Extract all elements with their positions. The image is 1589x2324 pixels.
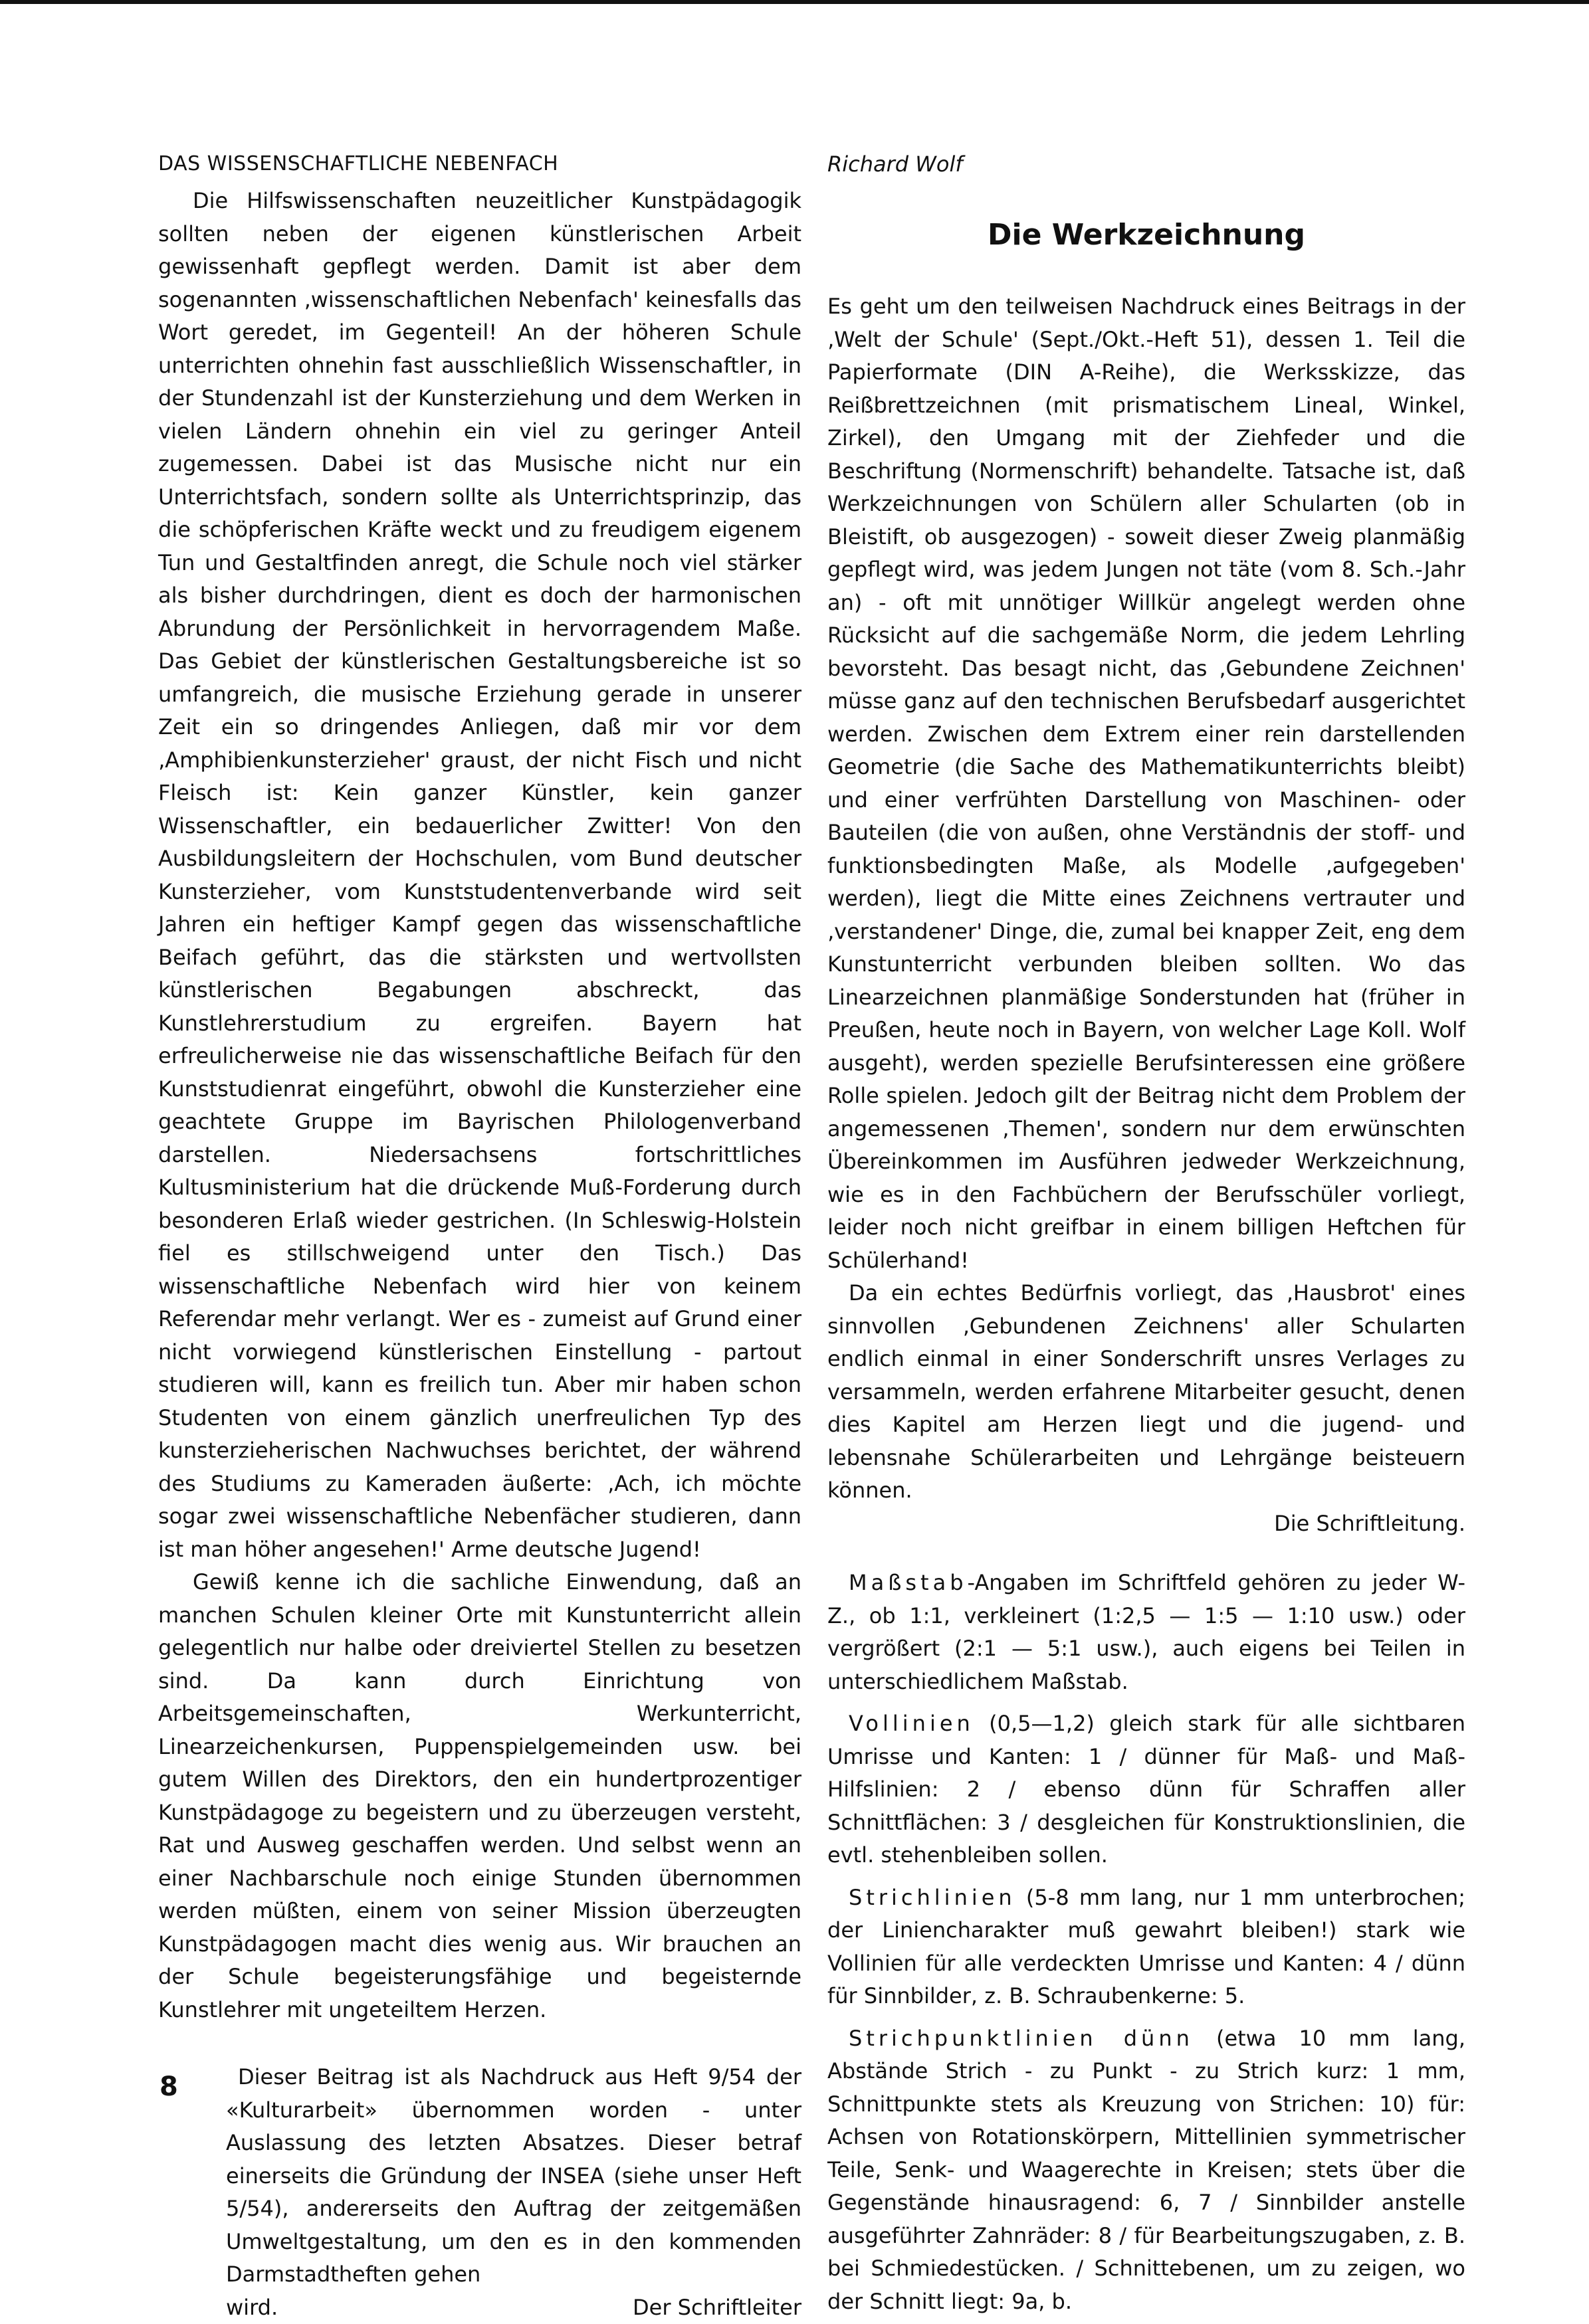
intro-paragraph-2: Da ein echtes Bedürfnis vorliegt, das ‚Hausbrot' eines sinnvollen ‚Gebundenen Zeichnens' aller Schularten endlich einmal in einer Sonderschrift unsres Verlages zu versammeln, werden erfahrene Mitarbeiter gesucht, denen dies Kapitel am Herzen liegt und die jugend- und lebensnahe Schülerarbeiten und Lehrgänge beisteuern können. bbox=[827, 1277, 1465, 1507]
author-name: Richard Wolf bbox=[827, 147, 1465, 181]
editor-note-last-word: wird. bbox=[226, 2291, 278, 2324]
item-term: Strichlinien bbox=[849, 1885, 1016, 1910]
section-heading: DAS WISSENSCHAFTLICHE NEBENFACH bbox=[158, 147, 801, 181]
item-term: Vollinien bbox=[849, 1711, 974, 1736]
item-term: Maßstab bbox=[849, 1570, 968, 1595]
editor-note bbox=[158, 2061, 801, 2324]
intro-signature: Die Schriftleitung. bbox=[827, 1507, 1465, 1541]
item-massstab bbox=[827, 1567, 1465, 1698]
editor-signature: Der Schriftleiter bbox=[633, 2291, 801, 2324]
intro-paragraph-1: Es geht um den teilweisen Nachdruck eines Beitrags in der ‚Welt der Schule' (Sept./Okt.-Heft 51), dessen 1. Teil die Papierformate (DIN A-Reihe), die Werksskizze, das Reißbrettzeichnen (mit prismatischem Lineal, Winkel, Zirkel), den Umgang mit der Ziehfeder und die Beschriftung (Normenschrift) behandelte. Tatsache ist, daß Werkzeichnungen von Schülern aller Schularten (ob in Bleistift, ob ausgezogen) - soweit dieser Zweig planmäßig gepflegt wird, was jedem Jungen not täte (vom 8. Sch.-Jahr an) - oft mit unnötiger Willkür angelegt werden ohne Rücksicht auf die sachgemäße Norm, die jedem Lehrling bevorsteht. Das besagt nicht, das ‚Gebundene Zeichnen' müsse ganz auf den technischen Berufsbedarf ausgerichtet werden. Zwischen dem Extrem einer rein darstellenden Geometrie (die Sache des Mathematikunterrichts bleibt) und einer verfrühten Darstellung von Maschinen- oder Bauteilen (die von außen, ohne Verständnis der stoff- und funktionsbedingten Maße, als Modelle ‚aufgegeben' werden), liegt die Mitte eines Zeichnens vertrauter und ‚verstandener' Dinge, die, zumal bei knapper Zeit, eng dem Kunstunterricht verbunden bleiben sollten. Wo das Linearzeichnen planmäßige Sonderstunden hat (früher in Preußen, heute noch in Bayern, von welcher Lage Koll. Wolf ausgeht), werden spezielle Berufsinteressen eine größere Rolle spielen. Jedoch gilt der Beitrag nicht dem Problem der angemessenen ‚Themen', sondern nur dem erwünschten Übereinkommen im Ausführen jedweder Werkzeichnung, wie es in den Fachbüchern der Berufsschüler vorliegt, leider noch nicht greifbar in einem billigen Heftchen für Schülerhand! bbox=[827, 290, 1465, 1277]
article-title: Die Werkzeichnung bbox=[827, 218, 1465, 252]
item-term: Strichpunktlinien dünn bbox=[849, 2026, 1194, 2051]
item-text: (etwa 10 mm lang, Abstände Strich - zu Punkt - zu Strich kurz: 1 mm, Schnittpunkte stets als Kreuzung von Strichen: 10) für: Achsen von Rotationskörpern, Mittellinien symmetrischer Teile, Senk- und Waagerechte in Kreisen; stets über die Gegenstände hinausragend: 6, 7 / Sinnbilder anstelle ausgeführter Zahnräder: 8 / für Bearbeitungszugaben, z. B. bei Schmiedestücken. / Schnittebenen, um zu zeigen, wo der Schnitt liegt: 9a, b. bbox=[827, 2026, 1465, 2314]
page-number: 8 bbox=[159, 2072, 178, 2102]
left-paragraph-2: Gewiß kenne ich die sachliche Einwendung, daß an manchen Schulen kleiner Orte mit Kunstunterricht allein gelegentlich nur halbe oder dreiviertel Stellen zu besetzen sind. Da kann durch Einrichtung von Arbeitsgemeinschaften, Werkunterricht, Linearzeichenkursen, Puppenspielgemeinden usw. bei gutem Willen des Direktors, den ein hundertprozentiger Kunstpädagoge zu begeistern und zu überzeugen versteht, Rat und Ausweg geschaffen werden. Und selbst wenn an einer Nachbarschule noch einige Stunden übernommen werden müßten, einem von seiner Mission überzeugten Kunstpädagogen macht dies wenig aus. Wir brauchen an der Schule begeisterungsfähige und begeisternde Kunstlehrer mit ungeteiltem Herzen. bbox=[158, 1566, 801, 2026]
item-strichlinien bbox=[827, 1882, 1465, 2013]
item-text: (0,5—1,2) gleich stark für alle sichtbaren Umrisse und Kanten: 1 / dünner für Maß- und Maß-Hilfslinien: 2 / ebenso dünn für Schraffen aller Schnittflächen: 3 / desgleichen für Konstruktionslinien, die evtl. stehenbleiben sollen. bbox=[827, 1711, 1465, 1868]
item-strichpunktlinien bbox=[827, 2022, 1465, 2319]
left-column bbox=[158, 147, 801, 2324]
top-rule bbox=[0, 0, 1589, 4]
left-paragraph-1: Die Hilfswissenschaften neuzeitlicher Kunstpädagogik sollten neben der eigenen künstlerischen Arbeit gewissenhaft gepflegt werden. Damit ist aber dem sogenannten ‚wissenschaftlichen Nebenfach' keinesfalls das Wort geredet, im Gegenteil! An der höheren Schule unterrichten ohnehin fast ausschließlich Wissenschaftler, in der Stundenzahl ist der Kunsterziehung und dem Werken in vielen Ländern ohnehin ein viel zu geringer Anteil zugemessen. Dabei ist das Musische nicht nur ein Unterrichtsfach, sondern sollte als Unterrichtsprinzip, das die schöpferischen Kräfte weckt und zu freudigem eigenem Tun und Gestaltfinden anregt, die Schule noch viel stärker als bisher durchdringen, dient es doch der harmonischen Abrundung der Persönlichkeit in hervorragendem Maße. Das Gebiet der künstlerischen Gestaltungsbereiche ist so umfangreich, die musische Erziehung gerade in unserer Zeit ein so dringendes Anliegen, daß mir vor dem ‚Amphibienkunsterzieher' graust, der nicht Fisch und nicht Fleisch ist: Kein ganzer Künstler, kein ganzer Wissenschaftler, ein bedauerlicher Zwitter! Von den Ausbildungsleitern der Hochschulen, vom Bund deutscher Kunsterzieher, vom Kunststudentenverbande wird seit Jahren ein heftiger Kampf gegen das wissenschaftliche Beifach geführt, das die stärksten und wertvollsten künstlerischen Begabungen abschreckt, das Kunstlehrerstudium zu ergreifen. Bayern hat erfreulicherweise nie das wissenschaftliche Beifach für den Kunststudienrat eingeführt, obwohl die Kunsterzieher eine geachtete Gruppe im Bayrischen Philologenverband darstellen. Niedersachsens fortschrittliches Kultusministerium hat die drückende Muß-Forderung durch besonderen Erlaß wieder gestrichen. (In Schleswig-Holstein fiel es stillschweigend unter den Tisch.) Das wissenschaftliche Nebenfach wird hier von keinem Referendar mehr verlangt. Wer es - zumeist auf Grund einer nicht vorwiegend künstlerischen Einstellung - partout studieren will, kann es freilich tun. Aber mir haben schon Studenten von einem gänzlich unerfreulichen Typ des kunsterzieherischen Nachwuchses berichtet, der während des Studiums zu Kameraden äußerte: ‚Ach, ich möchte sogar zwei wissenschaftliche Nebenfächer studieren, dann ist man höher angesehen!' Arme deutsche Jugend! bbox=[158, 185, 801, 1566]
item-text: -Angaben im Schriftfeld gehören zu jeder W-Z., ob 1:1, verkleinert (1:2,5 — 1:5 — 1:10 usw.) oder vergrößert (2:1 — 5:1 usw.), auch eigens bei Teilen in unterschiedlichem Maßstab. bbox=[827, 1570, 1465, 1694]
item-text: (5-8 mm lang, nur 1 mm unterbrochen; der Liniencharakter muß gewahrt bleiben!) stark wie Vollinien für alle verdeckten Umrisse und Kanten: 4 / dünn für Sinnbilder, z. B. Schraubenkerne: 5. bbox=[827, 1885, 1465, 2009]
item-vollinien bbox=[827, 1707, 1465, 1872]
right-column bbox=[827, 147, 1465, 2318]
editor-note-text: Dieser Beitrag ist als Nachdruck aus Heft 9/54 der «Kulturarbeit» übernommen worden - unter Auslassung des letzten Absatzes. Dieser betraf einerseits die Gründung der INSEA (siehe unser Heft 5/54), andererseits den Auftrag der zeitgemäßen Umweltgestaltung, um den es in den kommenden Darmstadtheften gehen bbox=[226, 2061, 801, 2291]
